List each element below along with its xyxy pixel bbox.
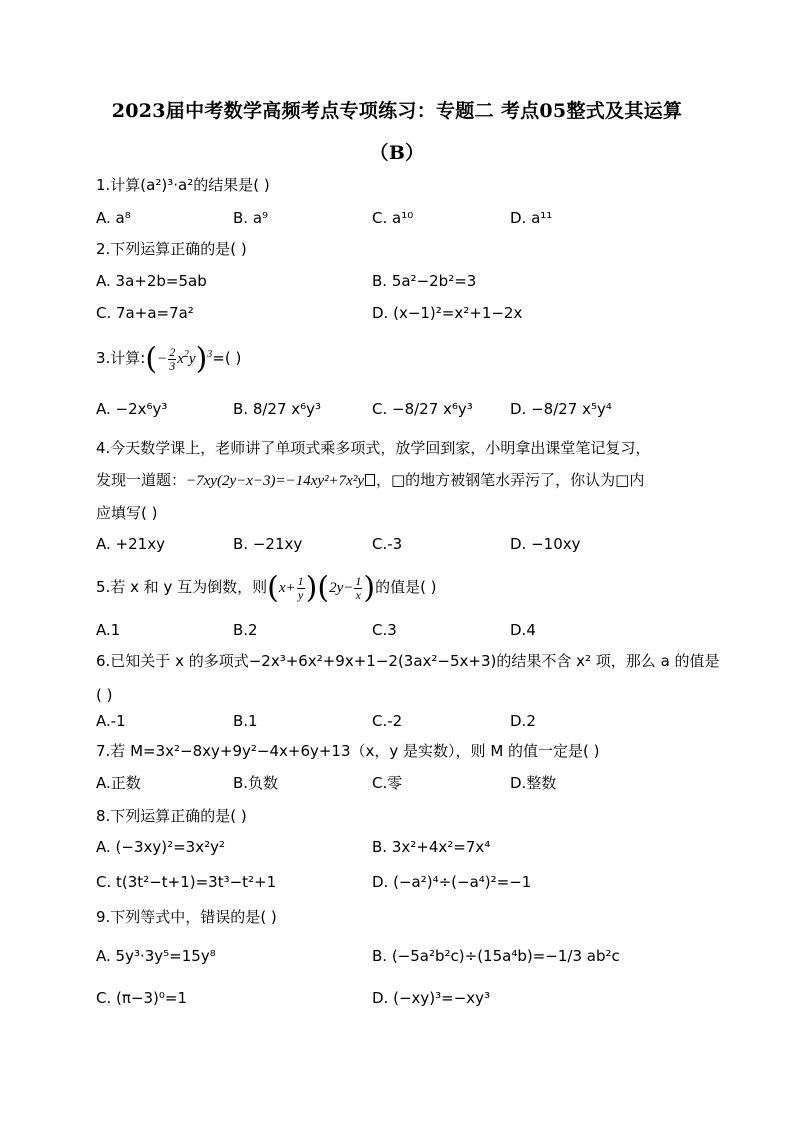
q4-option-c: C.-3 bbox=[372, 535, 403, 553]
question-3-stem bbox=[96, 341, 242, 377]
q4-line2-prefix: 发现一道题： bbox=[96, 471, 187, 489]
q4-equation: −7xy(2y−x−3)=−14xy²+7x²y bbox=[186, 473, 364, 489]
q7-option-b: B.负数 bbox=[233, 774, 279, 792]
q3-expression: (− $\frac{2}{3}$ $x^2y)^3$ bbox=[145, 341, 213, 377]
q9-option-d: D. (−xy)³=−xy³ bbox=[372, 989, 491, 1007]
document-title-suffix: （B） bbox=[369, 142, 425, 164]
question-7-stem: 7.若 M=3x²−8xy+9y²−4x+6y+13（x，y 是实数），则 M 的值一定是( ) bbox=[96, 742, 600, 760]
q2-option-a: A. 3a+2b=5ab bbox=[96, 272, 207, 290]
ink-blot-box bbox=[365, 474, 375, 486]
q6-option-d: D.2 bbox=[510, 712, 536, 730]
q2-option-d: D. (x−1)²=x²+1−2x bbox=[372, 304, 523, 322]
q6-option-b: B.1 bbox=[233, 712, 258, 730]
q3-option-a: A. −2x⁶y³ bbox=[96, 400, 168, 418]
q1-option-a: A. a⁸ bbox=[96, 209, 131, 227]
question-4-stem-line1: 4.今天数学课上，老师讲了单项式乘多项式，放学回到家，小明拿出课堂笔记复习， bbox=[96, 439, 651, 457]
q8-option-a: A. (−3xy)²=3x²y² bbox=[96, 838, 226, 856]
q8-option-c: C. t(3t²−t+1)=3t³−t²+1 bbox=[96, 873, 277, 891]
q2-option-b: B. 5a²−2b²=3 bbox=[372, 272, 477, 290]
q5-option-b: B.2 bbox=[233, 621, 258, 639]
q7-option-a: A.正数 bbox=[96, 774, 141, 792]
q4-option-d: D. −10xy bbox=[510, 535, 581, 553]
q1-option-d: D. a¹¹ bbox=[510, 209, 553, 227]
q9-option-b: B. (−5a²b²c)÷(15a⁴b)=−1/3 ab²c bbox=[372, 947, 620, 965]
question-8-stem: 8.下列运算正确的是( ) bbox=[96, 807, 247, 825]
q3-stem-prefix: 3.计算: bbox=[96, 349, 146, 367]
question-2-stem: 2.下列运算正确的是( ) bbox=[96, 240, 247, 258]
q4-option-b: B. −21xy bbox=[233, 535, 303, 553]
q5-option-c: C.3 bbox=[372, 621, 397, 639]
question-1-stem: 1.计算(a²)³·a²的结果是( ) bbox=[96, 176, 270, 194]
question-5-stem bbox=[96, 570, 437, 606]
q1-option-b: B. a⁹ bbox=[233, 209, 269, 227]
q3-option-c: C. −8/27 x⁶y³ bbox=[372, 400, 473, 418]
q2-option-c: C. 7a+a=7a² bbox=[96, 304, 194, 322]
q6-option-c: C.-2 bbox=[372, 712, 403, 730]
q7-option-d: D.整数 bbox=[510, 774, 557, 792]
q3-stem-suffix: =( ) bbox=[212, 349, 242, 367]
document-title: 2023届中考数学高频考点专项练习：专题二 考点05整式及其运算 bbox=[111, 100, 683, 122]
q4-line2-suffix: ，□的地方被钢笔水弄污了，你认为□内 bbox=[376, 471, 645, 489]
question-6-stem-line1: 6.已知关于 x 的多项式−2x³+6x²+9x+1−2(3ax²−5x+3)的结果不含 x² 项，那么 a 的值是 bbox=[96, 652, 720, 670]
q9-option-c: C. (π−3)⁰=1 bbox=[96, 989, 187, 1007]
q4-option-a: A. +21xy bbox=[96, 535, 165, 553]
question-9-stem: 9.下列等式中，错误的是( ) bbox=[96, 908, 277, 926]
q6-option-a: A.-1 bbox=[96, 712, 126, 730]
q8-option-d: D. (−a²)⁴÷(−a⁴)²=−1 bbox=[372, 873, 532, 891]
q7-option-c: C.零 bbox=[372, 774, 403, 792]
q5-stem-suffix: 的值是( ) bbox=[375, 577, 437, 596]
q5-stem-prefix: 5.若 x 和 y 互为倒数，则 bbox=[96, 577, 268, 596]
question-6-stem-line2: ( ) bbox=[96, 686, 113, 704]
q5-option-a: A.1 bbox=[96, 621, 121, 639]
q1-option-c: C. a¹⁰ bbox=[372, 209, 414, 227]
q3-option-b: B. 8/27 x⁶y³ bbox=[233, 400, 322, 418]
q5-option-d: D.4 bbox=[510, 621, 536, 639]
question-4-stem-line3: 应填写( ) bbox=[96, 504, 158, 522]
q8-option-b: B. 3x²+4x²=7x⁴ bbox=[372, 838, 491, 856]
question-4-stem-line2 bbox=[96, 469, 644, 492]
q9-option-a: A. 5y³·3y⁵=15y⁸ bbox=[96, 947, 216, 965]
q3-option-d: D. −8/27 x⁵y⁴ bbox=[510, 400, 612, 418]
q5-expression: (x+ $\frac{1}{y}$ )(2y− $\frac{1}{x}$ ) bbox=[267, 570, 376, 606]
